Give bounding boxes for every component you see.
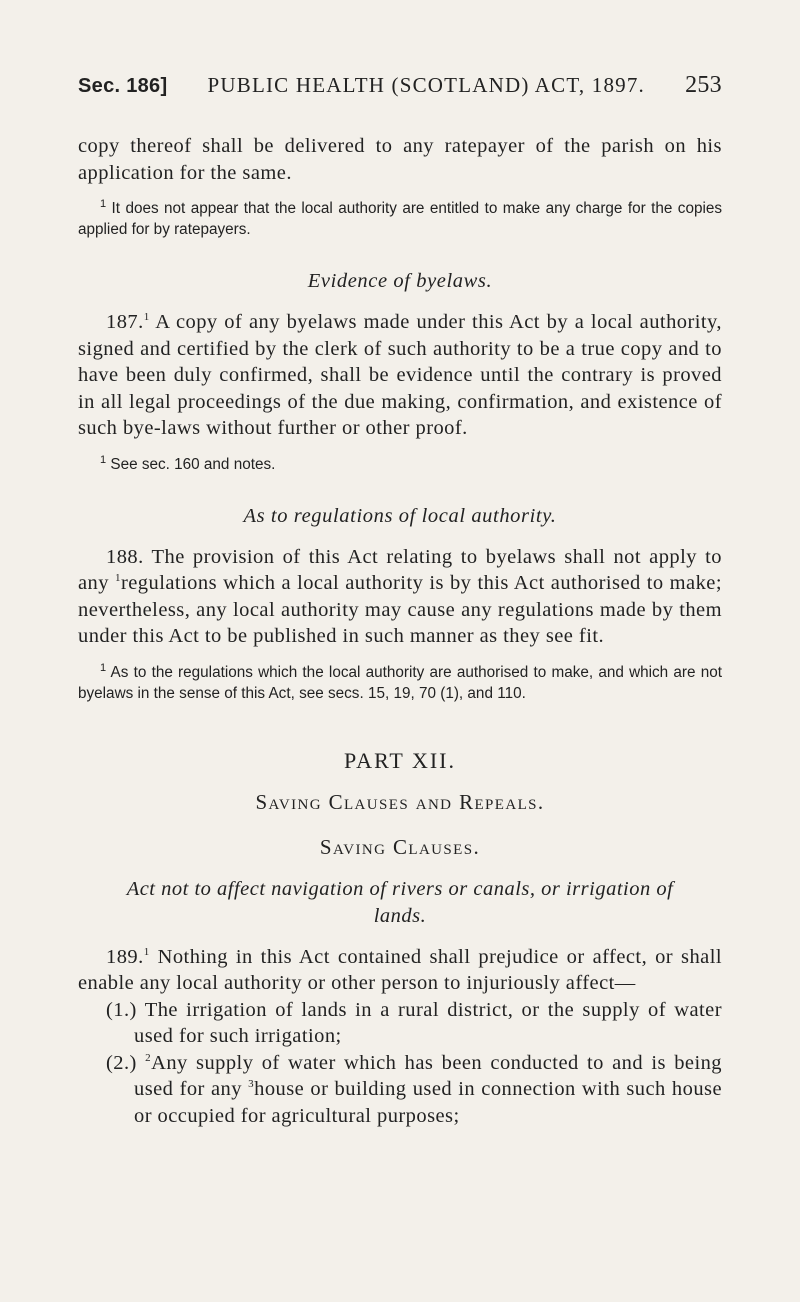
footnote-188 <box>78 662 722 704</box>
footnote-marker: 3 <box>248 1078 255 1091</box>
footnote-text: See sec. 160 and notes. <box>110 455 276 473</box>
part-subtitle: Saving Clauses and Repeals. <box>255 789 545 814</box>
header-section: Sec. 186] <box>78 75 168 97</box>
item-label: (1.) <box>106 998 137 1021</box>
part-subheading: Saving Clauses. <box>319 834 481 859</box>
paragraph-continuation: copy thereof shall be delivered to any ratepayer of the parish on his application for the same. <box>78 135 722 184</box>
footnote-marker: 1 <box>143 311 150 324</box>
page-number: 253 <box>685 72 722 98</box>
section-text-a: The provision of this Act relating to byelaws shall not apply to any <box>78 545 722 594</box>
footnote-marker: 1 <box>100 197 107 210</box>
list-item-1 <box>106 997 722 1050</box>
section-text: A copy of any byelaws made under this Act by a local authority, signed and certified by the clerk of such authority to be a true copy and to have been duly confirmed, shall be evidence until the contrary is proved in all legal proceedings of the due making, confirmation, and existence of such bye-laws without further or other proof. <box>78 311 722 439</box>
list-item-2 <box>106 1050 722 1130</box>
document-page <box>78 72 722 1129</box>
item-text-a: Any supply of water which has been conducted to and is being used for any <box>134 1051 722 1100</box>
item-text-b: house or building used in connection with such house or occupied for agricultural purposes; <box>134 1078 723 1127</box>
section-187 <box>78 309 722 442</box>
footnote-marker: 1 <box>115 572 121 585</box>
heading-navigation: Act not to affect navigation of rivers or canals, or irrigation of lands. <box>126 877 674 927</box>
header-title: PUBLIC HEALTH (SCOTLAND) ACT, 1897. <box>207 73 646 97</box>
footnote-text: As to the regulations which the local authority are authorised to make, and which are not byelaws in the sense of this Act, see secs. 15, 19, 70 (1), and 110. <box>78 663 722 702</box>
section-text: Nothing in this Act contained shall prejudice or affect, or shall enable any local authority or other person to injuriously affect— <box>78 945 722 994</box>
footnote-marker: 1 <box>100 453 107 466</box>
running-header <box>78 72 722 99</box>
footnote-marker: 1 <box>143 945 150 958</box>
section-number: 187. <box>106 311 144 333</box>
footnote-186 <box>78 198 722 240</box>
section-188 <box>78 544 722 650</box>
footnote-marker: 2 <box>145 1051 152 1064</box>
heading-regulations: As to regulations of local authority. <box>243 504 557 527</box>
heading-evidence-of-byelaws: Evidence of byelaws. <box>307 270 493 292</box>
section-number: 188. <box>106 545 144 568</box>
item-label: (2.) <box>106 1051 137 1074</box>
footnote-text: It does not appear that the local authority are entitled to make any charge for the copies applied for by ratepayers. <box>78 200 723 238</box>
footnote-marker: 1 <box>100 661 107 674</box>
footnote-187 <box>78 454 722 475</box>
section-number: 189. <box>106 945 144 968</box>
item-text: The irrigation of lands in a rural district, or the supply of water used for such irrigation; <box>134 998 722 1047</box>
section-189 <box>78 944 722 997</box>
part-title: PART XII. <box>343 747 457 773</box>
section-text-b: regulations which a local authority is by this Act authorised to make; nevertheless, any local authority may cause any regulations made by them under this Act to be published in such manner as they see fit. <box>78 572 722 647</box>
